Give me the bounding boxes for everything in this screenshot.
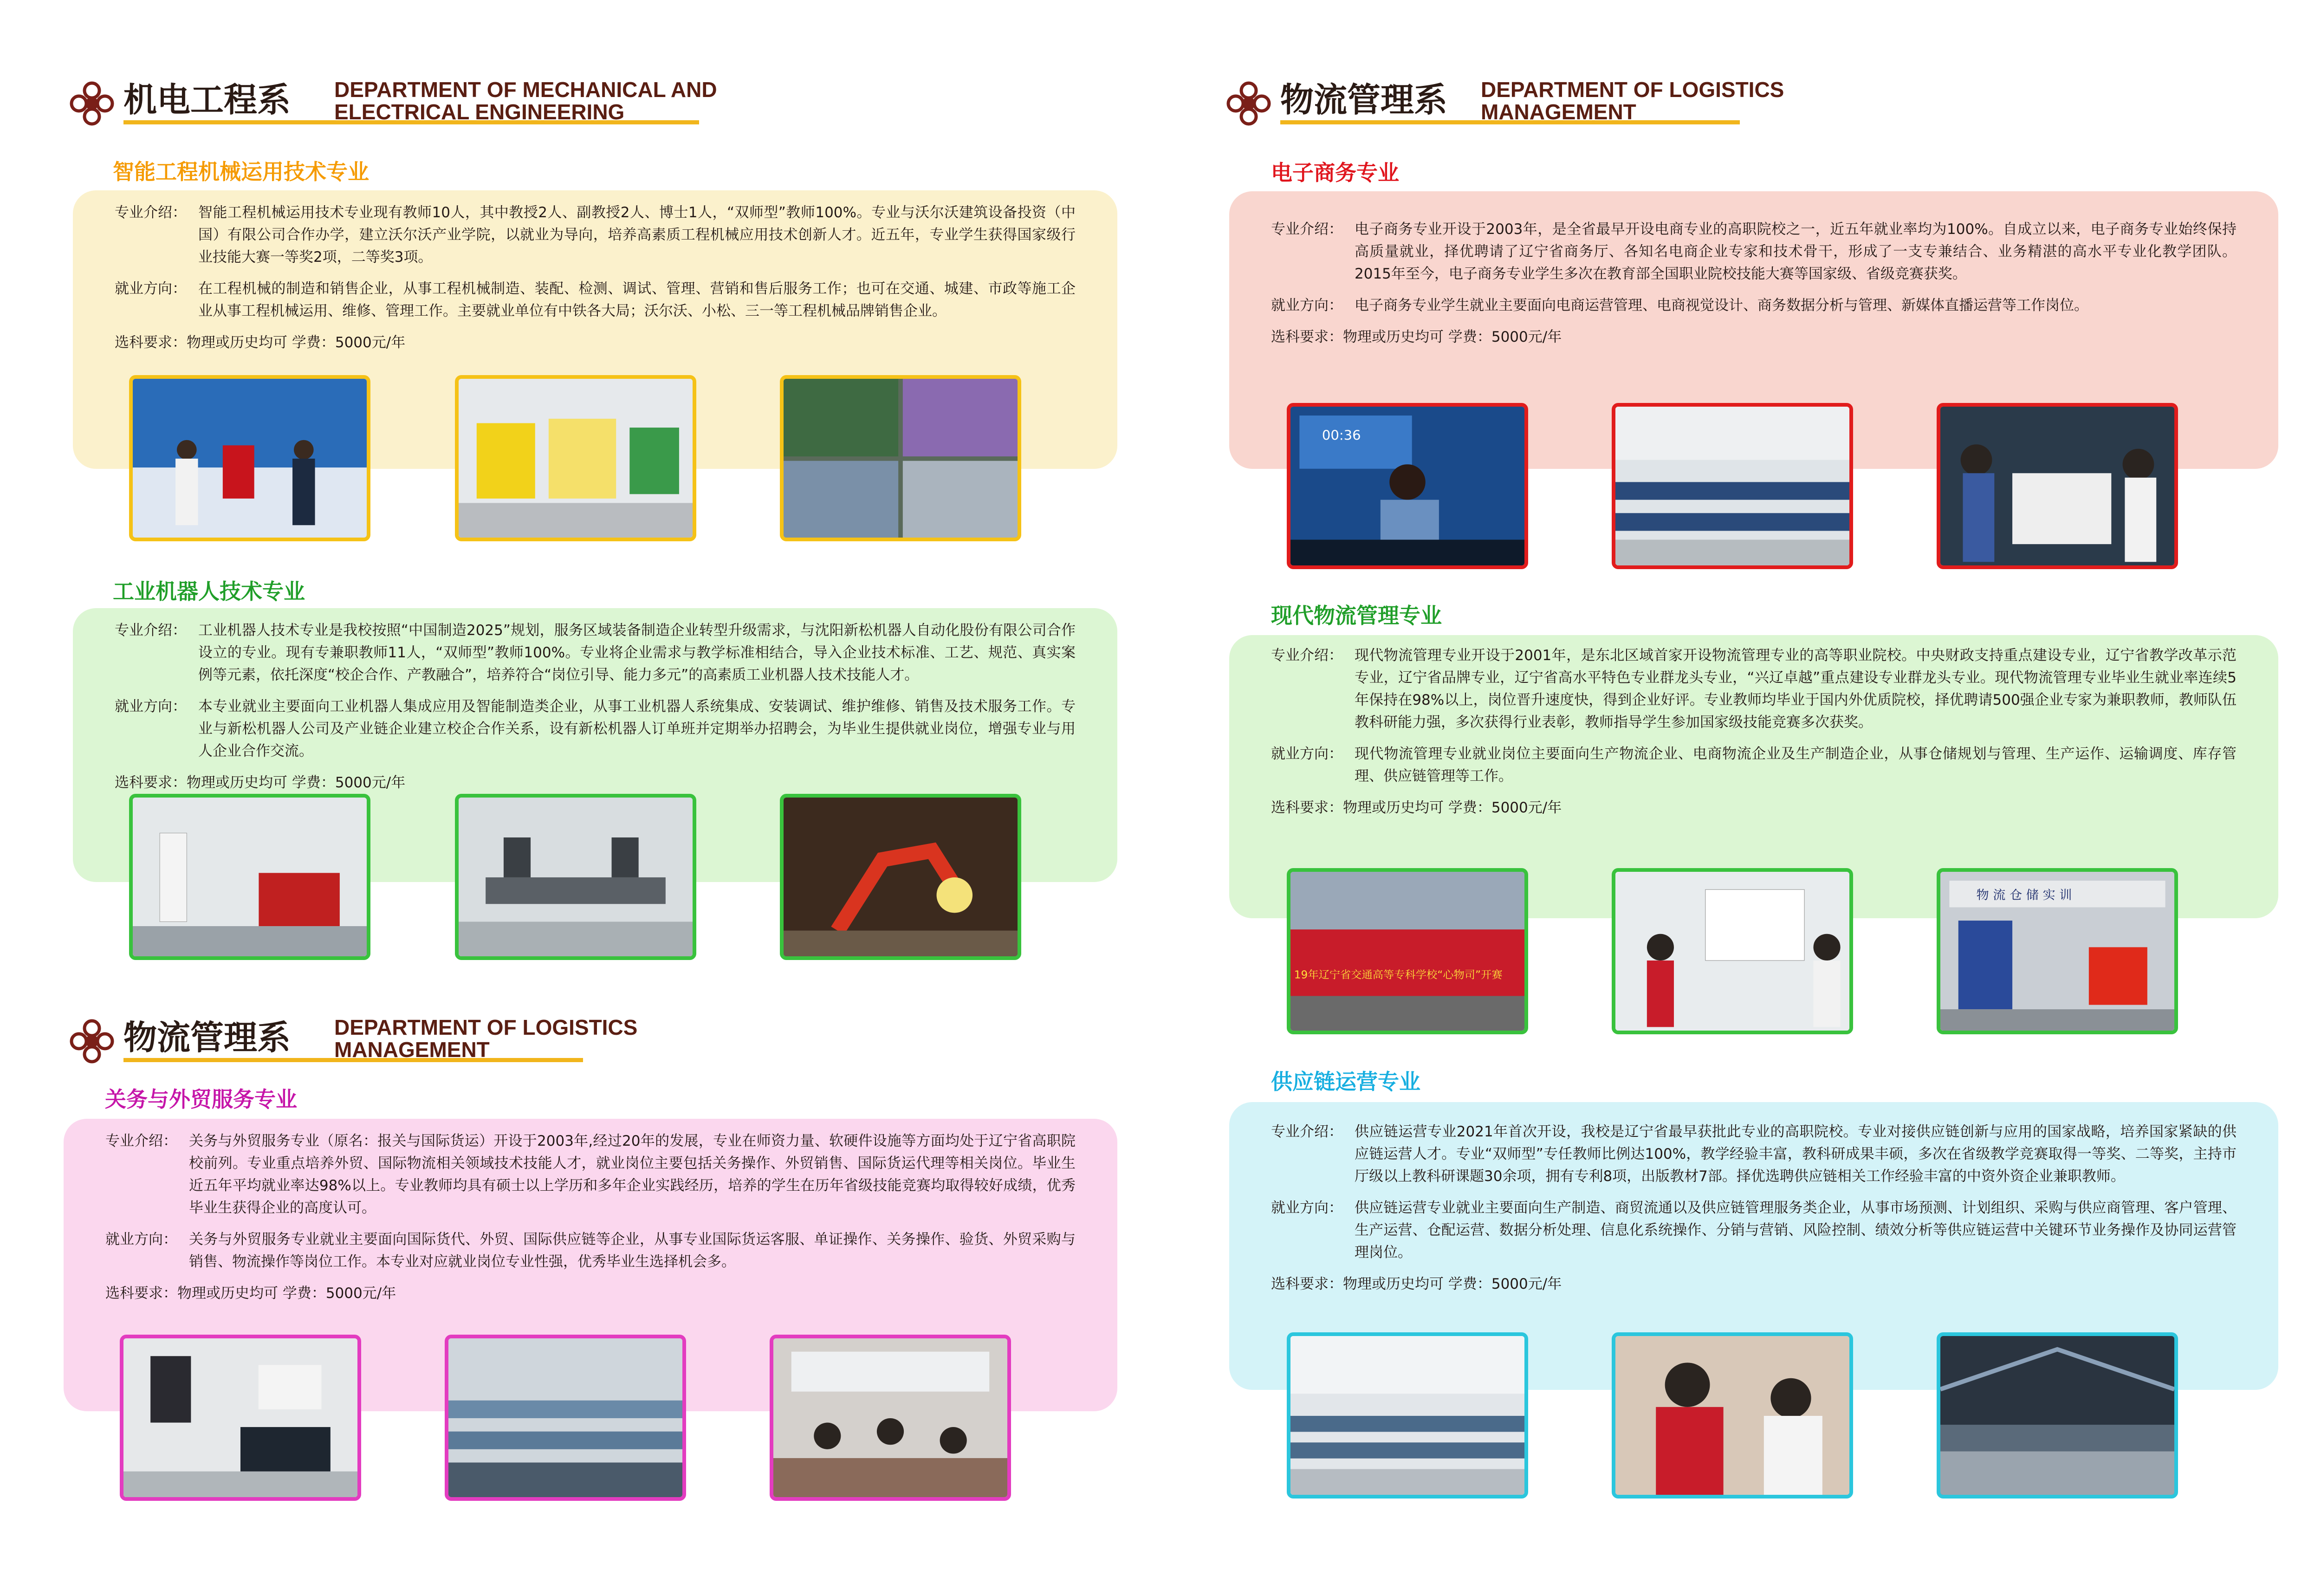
intro-label: 专业介绍：: [115, 204, 187, 221]
dept-title-en-line1: DEPARTMENT OF MECHANICAL AND: [334, 78, 717, 102]
photo-welding-robot: [780, 794, 1021, 960]
photo-computer-lab: [1612, 403, 1853, 569]
job-label: 就业方向：: [115, 698, 187, 715]
photo-warehouse-forklift: [1937, 868, 2178, 1034]
major-info-text: [1271, 644, 2237, 819]
department-logo-icon: [69, 1018, 115, 1064]
dept-title-en-line1: DEPARTMENT OF LOGISTICS: [334, 1015, 638, 1039]
major-title: 电子商务专业: [1271, 160, 1399, 185]
department-logo-icon: [1225, 80, 1272, 127]
dept-title-cn: 机电工程系: [123, 80, 291, 119]
intro-label: 专业介绍：: [1271, 647, 1343, 664]
photo-group-photo: [1287, 868, 1528, 1034]
dept-title-en-line2: ELECTRICAL ENGINEERING: [334, 100, 625, 124]
requirement-text: 选科要求：物理或历史均可 学费：5000元/年: [115, 774, 406, 791]
intro-text: 工业机器人技术专业是我校按照“中国制造2025”规划，服务区域装备制造企业转型升级需求，与沈阳新松机器人自动化股份有限公司合作设立的专业。现有专兼职教师11人，“双师型”教师100%。专业将企业需求与教学标准相结合，导入企业技术标准、工艺、规范、真实案例等元素，依托深度“校企合作、产教融合”，培养符合“岗位引导、能力多元”的高素质工业机器人技术技能人才。: [198, 622, 1076, 683]
photo-presentation: [1612, 868, 1853, 1034]
studio-timer-text: 00:36: [1322, 427, 1361, 443]
job-label: 就业方向：: [1271, 1200, 1343, 1216]
requirement-text: 选科要求：物理或历史均可 学费：5000元/年: [1271, 1276, 1562, 1292]
major-info-text: [115, 619, 1076, 794]
job-text: 关务与外贸服务专业就业主要面向国际货代、外贸、国际供应链等企业，从事专业国际货运客服、单证操作、关务操作、验货、外贸采购与销售、物流操作等岗位工作。本专业对应就业岗位专业性强，优秀毕业生选择机会多。: [189, 1231, 1076, 1270]
photo-computer-classroom: [1287, 1332, 1528, 1499]
major-title: 关务与外贸服务专业: [105, 1087, 297, 1112]
photo-computer-room: [445, 1335, 686, 1501]
major-title: 供应链运营专业: [1271, 1069, 1420, 1094]
job-label: 就业方向：: [115, 280, 187, 297]
job-text: 在工程机械的制造和销售企业，从事工程机械制造、装配、检测、调试、管理、营销和售后服务工作；也可在交通、城建、市政等施工企业从事工程机械运用、维修、管理工作。主要就业单位有中铁各大局；沃尔沃、小松、三一等工程机械品牌销售企业。: [198, 280, 1076, 319]
department-logo-icon: [69, 80, 115, 127]
requirement-text: 选科要求：物理或历史均可 学费：5000元/年: [1271, 799, 1562, 816]
job-label: 就业方向：: [1271, 746, 1343, 762]
dept-title-en-line1: DEPARTMENT OF LOGISTICS: [1481, 78, 1784, 102]
dept-title-cn: 物流管理系: [1280, 80, 1448, 119]
photo-students-workshop: [1612, 1332, 1853, 1499]
major-info-text: [1271, 1121, 2237, 1295]
banner-text: 19年辽宁省交通高等专科学校“心物司”开赛: [1294, 969, 1503, 981]
photo-ceremony: [129, 375, 370, 541]
job-text: 现代物流管理专业就业岗位主要面向生产物流企业、电商物流企业及生产制造企业，从事仓储规划与管理、生产运作、运输调度、库存管理、供应链管理等工作。: [1355, 746, 2237, 785]
dept-title-en: [334, 78, 717, 123]
photo-classroom: [770, 1335, 1011, 1501]
dept-header-logistics: [1225, 77, 1968, 128]
dept-header-mechanical: [69, 77, 811, 128]
photo-robot-lab: [129, 794, 370, 960]
job-label: 就业方向：: [1271, 297, 1343, 314]
intro-text: 智能工程机械运用技术专业现有教师10人，其中教授2人、副教授2人、博士1人，“双师型”教师100%。专业与沃尔沃建筑设备投资（中国）有限公司合作办学，建立沃尔沃产业学院，以就业为导向，培养高素质工程机械应用技术创新人才。近五年，专业学生获得国家级行业技能大赛一等奖2项，二等奖3项。: [198, 204, 1076, 266]
intro-label: 专业介绍：: [1271, 1123, 1343, 1140]
dept-title-cn: 物流管理系: [123, 1018, 291, 1057]
intro-label: 专业介绍：: [115, 622, 187, 639]
major-info-text: [115, 201, 1076, 354]
intro-label: 专业介绍：: [105, 1133, 177, 1149]
photo-production-line: [455, 794, 696, 960]
photo-office-training: [120, 1335, 361, 1501]
job-label: 就业方向：: [105, 1231, 177, 1248]
dept-title-en-line2: MANAGEMENT: [1481, 100, 1636, 124]
photo-product-shoot: [1937, 403, 2178, 569]
warehouse-sign-text: 物 流 仓 储 实 训: [1976, 888, 2072, 903]
intro-text: 电子商务专业开设于2003年，是全省最早开设电商专业的高职院校之一，近五年就业率均为100%。自成立以来，电子商务专业始终保持高质量就业，择优聘请了辽宁省商务厅、各知名电商企业专家和技术骨干，形成了一支专兼结合、业务精湛的高水平专业化教学团队。2015年至今，电子商务专业学生多次在教育部全国职业院校技能大赛等国家级、省级竞赛获奖。: [1355, 221, 2237, 282]
major-title: 现代物流管理专业: [1271, 603, 1442, 628]
major-title: 智能工程机械运用技术专业: [113, 159, 369, 184]
intro-text: 供应链运营专业2021年首次开设，我校是辽宁省最早获批此专业的高职院校。专业对接供应链创新与应用的国家战略，培养国家紧缺的供应链运营人才。专业“双师型”专任教师比例达100%，教学经验丰富，教科研成果丰硕，多次在省级教学竞赛取得一等奖、二等奖，主持市厅级以上教科研课题30余项，拥有专利8项，出版教材7部。择优选聘供应链相关工作经验丰富的中资外资企业兼职教师。: [1355, 1123, 2237, 1185]
major-info-text: [1271, 218, 2237, 348]
intro-label: 专业介绍：: [1271, 221, 1343, 238]
requirement-text: 选科要求：物理或历史均可 学费：5000元/年: [105, 1285, 396, 1302]
major-info-text: [105, 1130, 1076, 1304]
intro-text: 现代物流管理专业开设于2001年，是东北区域首家开设物流管理专业的高等职业院校。中央财政支持重点建设专业，辽宁省教学改革示范专业，辽宁省品牌专业，辽宁省高水平特色专业群龙头专业，“兴辽卓越”重点建设专业群龙头专业。现代物流管理专业毕业生就业率连续5年保持在98%以上，岗位晋升速度快，得到企业好评。专业教师均毕业于国内外优质院校，择优聘请500强企业专家为兼职教师，教师队伍教科研能力强，多次获得行业表彰，教师指导学生参加国家级技能竞赛多次获奖。: [1355, 647, 2237, 731]
requirement-text: 选科要求：物理或历史均可 学费：5000元/年: [1271, 329, 1562, 345]
photo-livestream-studio: [1287, 403, 1528, 569]
job-text: 电子商务专业学生就业主要面向电商运营管理、电商视觉设计、商务数据分析与管理、新媒体直播运营等工作岗位。: [1355, 297, 2088, 314]
dept-title-en: [334, 1016, 637, 1061]
major-title: 工业机器人技术专业: [113, 579, 305, 604]
job-text: 供应链运营专业就业主要面向生产制造、商贸流通以及供应链管理服务类企业，从事市场预测、计划组织、采购与供应商管理、客户管理、生产运营、仓配运营、数据分析处理、信息化系统操作、分销与营销、风险控制、绩效分析等供应链运营中关键环节业务操作及协同运营管理岗位。: [1355, 1200, 2237, 1261]
intro-text: 关务与外贸服务专业（原名：报关与国际货运）开设于2003年,经过20年的发展，专业在师资力量、软硬件设施等方面均处于辽宁省高职院校前列。专业重点培养外贸、国际物流相关领域技术技能人才，就业岗位主要包括关务操作、外贸销售、国际货运代理等相关岗位。毕业生近五年平均就业率达98%以上。专业教师均具有硕士以上学历和多年企业实践经历，培养的学生在历年省级技能竞赛均取得较好成绩，优秀毕业生获得企业的高度认可。: [189, 1133, 1076, 1216]
job-text: 本专业就业主要面向工业机器人集成应用及智能制造类企业，从事工业机器人系统集成、安装调试、维护维修、销售及技术服务工作。专业与新松机器人公司及产业链企业建立校企合作关系，设有新松机器人订单班并定期举办招聘会，为毕业生提供就业岗位，增强专业与用人企业合作交流。: [198, 698, 1076, 759]
dept-header-logistics: [69, 1014, 811, 1065]
photo-training-equipment: [455, 375, 696, 541]
dept-title-en-line2: MANAGEMENT: [334, 1038, 490, 1062]
photo-training-hall: [1937, 1332, 2178, 1499]
requirement-text: 选科要求：物理或历史均可 学费：5000元/年: [115, 334, 406, 351]
photo-collage-workshop: [780, 375, 1021, 541]
dept-title-en: [1481, 78, 1784, 123]
